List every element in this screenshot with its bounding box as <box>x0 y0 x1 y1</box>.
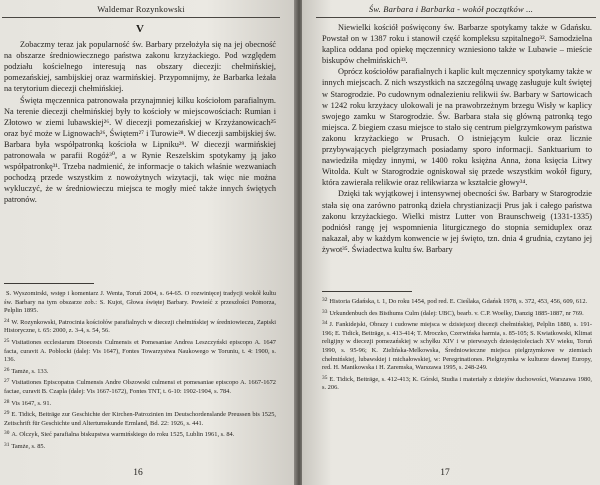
footnote <box>4 429 276 440</box>
section-mark: V <box>136 23 144 35</box>
footnote-number: 35 <box>322 374 328 381</box>
footnote <box>4 288 276 316</box>
footnote-text: W. Rozynkowski, Patrocinia kościołów parafialnych w diecezji chełmińskiej w średniowieczu, Zapiski Historyczne, t. 65: 2000, z. 3-4, s. 54, 56. <box>4 318 276 335</box>
paragraph: Zobaczmy teraz jak popularność św. Barbary przełożyła się na jej obecność na obszarze średniowiecznego państwa zakonu krzyżackiego. Pod względem podziału kościelnego interesują nas obszary diecezji: chełmińskiej, pomezańskiej, sambijskiej oraz warmińskiej. Przypomnijmy, że Barbarka leżała na terytorium diecezji chełmińskiej. <box>4 40 276 94</box>
footnote-number: 28 <box>4 398 10 405</box>
footnote-number: 30 <box>4 430 10 437</box>
footnote-text: Historia Gdańska, t. 1, Do roku 1454, pod red. E. Cieślaka, Gdańsk 1978, s. 372, 453, 456, 609, 612. <box>329 298 588 305</box>
footnote-text: Visitationes ecclesiarum Dioecesis Culmensis et Pomesaniae Andrea Leszczyński episcopo A. 1647 facta, curavit A. Poblocki (dalej: Vis 1647), Fontes Towarzystwa Naukowego w Toruniu, t. 4: 1900, s. 136. <box>4 338 276 364</box>
footnote-text: Tamże, s. 85. <box>11 442 46 450</box>
footnote <box>322 374 592 393</box>
footnote <box>4 398 276 409</box>
footnote-text: E. Tidick, Beiträge zur Geschichte der Kirchen-Patrozinien im Deutschordenslande Preussen bis 1525, Zeitschrift für Geschichte und Altertumskunde Ermland, Bd. 22: 1926, s. 441. <box>4 411 276 427</box>
footnote <box>322 319 592 373</box>
footnote <box>322 308 592 319</box>
footnote <box>4 409 276 428</box>
footnote-text: Urkundenbuch des Bisthums Culm (dalej: UBC), bearb. v. C.P. Woelky, Danzig 1885-1887, nr 769. <box>329 309 584 317</box>
paragraph: Niewielki kościół poświęcony św. Barbarze spotykamy także w Gdańsku. Powstał on w 1387 roku i stanowił część kompleksu szpitalnego³². Samodzielna kaplica oddana pod opiekę męczennicy wzniesiono także w Lubawie – mieście biskupów chełmińskich³³. <box>322 23 592 66</box>
running-head-right: Św. Barbara i Barbarka - wokół początków ... <box>368 4 534 14</box>
footnote-text: S. Wyszomirski, wstęp i komentarz J. Wenta, Toruń 2004, s. 64-65. O rozwinięcej tradycji wokół kultu św. Barbary na tym obszarze zob.: S. Kujot, Głowa świętej Barbary. Powieść z przeszłości Pomorza, Pelplin 1895. <box>4 290 276 315</box>
footnote-number: 32 <box>322 297 328 303</box>
left-page <box>0 0 296 485</box>
footnote-text: E. Tidick, Beiträge, s. 412-413; K. Górski, Studia i materiały z dziejów duchowości, Warszawa 1980, s. 206. <box>322 375 592 392</box>
footnote <box>4 337 276 365</box>
body-text-right <box>322 22 592 255</box>
footnote-number: 25 <box>4 337 10 344</box>
footnote-number: 29 <box>4 410 10 417</box>
page-number-left: 16 <box>133 468 143 478</box>
footnote <box>4 441 276 452</box>
footnote-text: A. Olczyk, Sieć parafialna biskupstwa warmińskiego do roku 1525, Lublin 1961, s. 84. <box>11 431 235 439</box>
running-head-left: Waldemar Rozynkowski <box>97 4 185 14</box>
footnote-rule-right <box>322 291 412 292</box>
footnote-text: Visitationes Episcopatus Culmensis Andre Olszowski culmensi et pomesaniae episcopo A. 1667-1672 factae, curavit B. Czapla (dalej: Vis 1667-1672), Fontes TNT, t. 6-10: 1902-1904, s. 784. <box>4 379 276 395</box>
paragraph: Oprócz kościołów parafialnych i kaplic kult męczennicy spotykamy także w innych miejscach. Z nich wszystkich na szczególną uwagę zasługuje kult świętej w Starogrodzie. Po cudownym odnalezieniu relikwii św. Barbary w Sartowicach w 1242 roku krzyżacy ulokowali je na prawobrzeżnym brzegu Wisły w kaplicy swojego zamku w Starogrodzie. Św. Barbara stała się główną patronką tego miejsca. Z biegiem czasu miejsce to stało się centrum pielgrzymkowym państwa zakonu krzyżackiego w Prusach. O istniejącym kulcie oraz licznie przybywających pielgrzymach posiadamy sporo informacji. Sanktuarium to nawiedziła między innymi, w 1400 roku księżna Anna, żona księcia Litwy Witolda. Kult w Starogrodzie ogniskował się przede wszystkim wokół figury, która zawierała relikwie oraz relikwiarza w kształcie głowy³⁴. <box>322 67 592 188</box>
footnote-number: 31 <box>4 441 10 448</box>
paragraph: Dzięki tak wyjątkowej i intensywnej obecności św. Barbary w Starogrodzie stała się ona zarówno patronką dzieła chrystianizacji Prus jak i całego państwa zakonu krzyżackiego. Wielki mistrz Lutter von Braunschweig (1331-1335) podniósł rangę jej wspomnienia liturgicznego do stopnia semiduplex oraz nakazał, aby w każdym konwencie w jej święto, tzn. dnia 4 grudnia, czytano jej żywot³⁵. Świadectwa kultu św. Barbary <box>322 189 592 254</box>
footnote-number: 24 <box>4 317 10 324</box>
footnote <box>4 377 276 396</box>
footnote-number: 34 <box>322 320 328 327</box>
footnote-text: Vis 1647, s. 91. <box>11 399 52 407</box>
footnote <box>4 317 276 336</box>
footnote <box>322 296 592 307</box>
header-rule-left <box>2 17 280 18</box>
footnote-text: Tamże, s. 133. <box>11 367 49 375</box>
footnote-number: 26 <box>4 366 10 373</box>
body-text-left <box>4 24 276 206</box>
footnote-rule-left <box>4 283 94 284</box>
footnote <box>4 366 276 377</box>
right-page <box>302 0 600 485</box>
paragraph: Święta męczennica patronowała przynajmniej kilku kościołom parafialnym. Na terenie diecezji chełmińskiej były to kościoły w miejscowościach: Rumian i Złotowo w ziemi lubawskiej²⁶. W diecezji pomezańskiej w Krzyżanowicach²⁵ oraz być może w Lignowach²⁶, Świętem²⁷ i Turowie²⁸. W diecezji sambijskiej św. Barbara była współpatronką kościoła w Lipniku²⁹. W diecezji warmińskiej patronowała w parafii Rogóż³⁰, a w Rynie Reszelskim spotykamy ją jako współpatronkę³¹. Trzeba nadmienić, że informacje o takich właśnie wezwaniach pochodzą przede wszystkim z nowożytnych wizytacji, tak więc nie można wykluczyć, że w średniowieczu miejsca te mogły mieć także innych świętych patronów. <box>4 95 276 205</box>
footnotes-left <box>4 288 276 453</box>
footnote-number: 33 <box>322 308 328 315</box>
header-rule-right <box>316 17 596 18</box>
footnote-text: J. Fankidejski, Obrazy i cudowne miejsca w dzisiejszej diecezji chełmińskiej, Pelplin 1880, s. 191-196; E. Tidick, Beiträge, s. 413-414; T. Mroczko, Czerwińska harmia, s. 85-105; S. Kwiatkowski, Klimat religijny w diecezji pomezańskiej w schyłku XIV i w pierwszych dziesięcioleciach XV wieku, Toruń 1990, s. 95-96; K. Zielińska-Melkowska, Średniowieczne miejsca pielgrzymkowe w ziemiach chełmińskiej, lubawskiej i michałowskiej, w: Peregrinationes. Pielgrzymka w kulturze dawnej Europy, red. H. Manikowska i H. Zaremska, Warszawa 1995, s. 248-249. <box>322 321 592 372</box>
footnotes-right <box>322 296 592 394</box>
page-number-right: 17 <box>440 468 450 478</box>
footnote-number: 27 <box>4 378 10 385</box>
